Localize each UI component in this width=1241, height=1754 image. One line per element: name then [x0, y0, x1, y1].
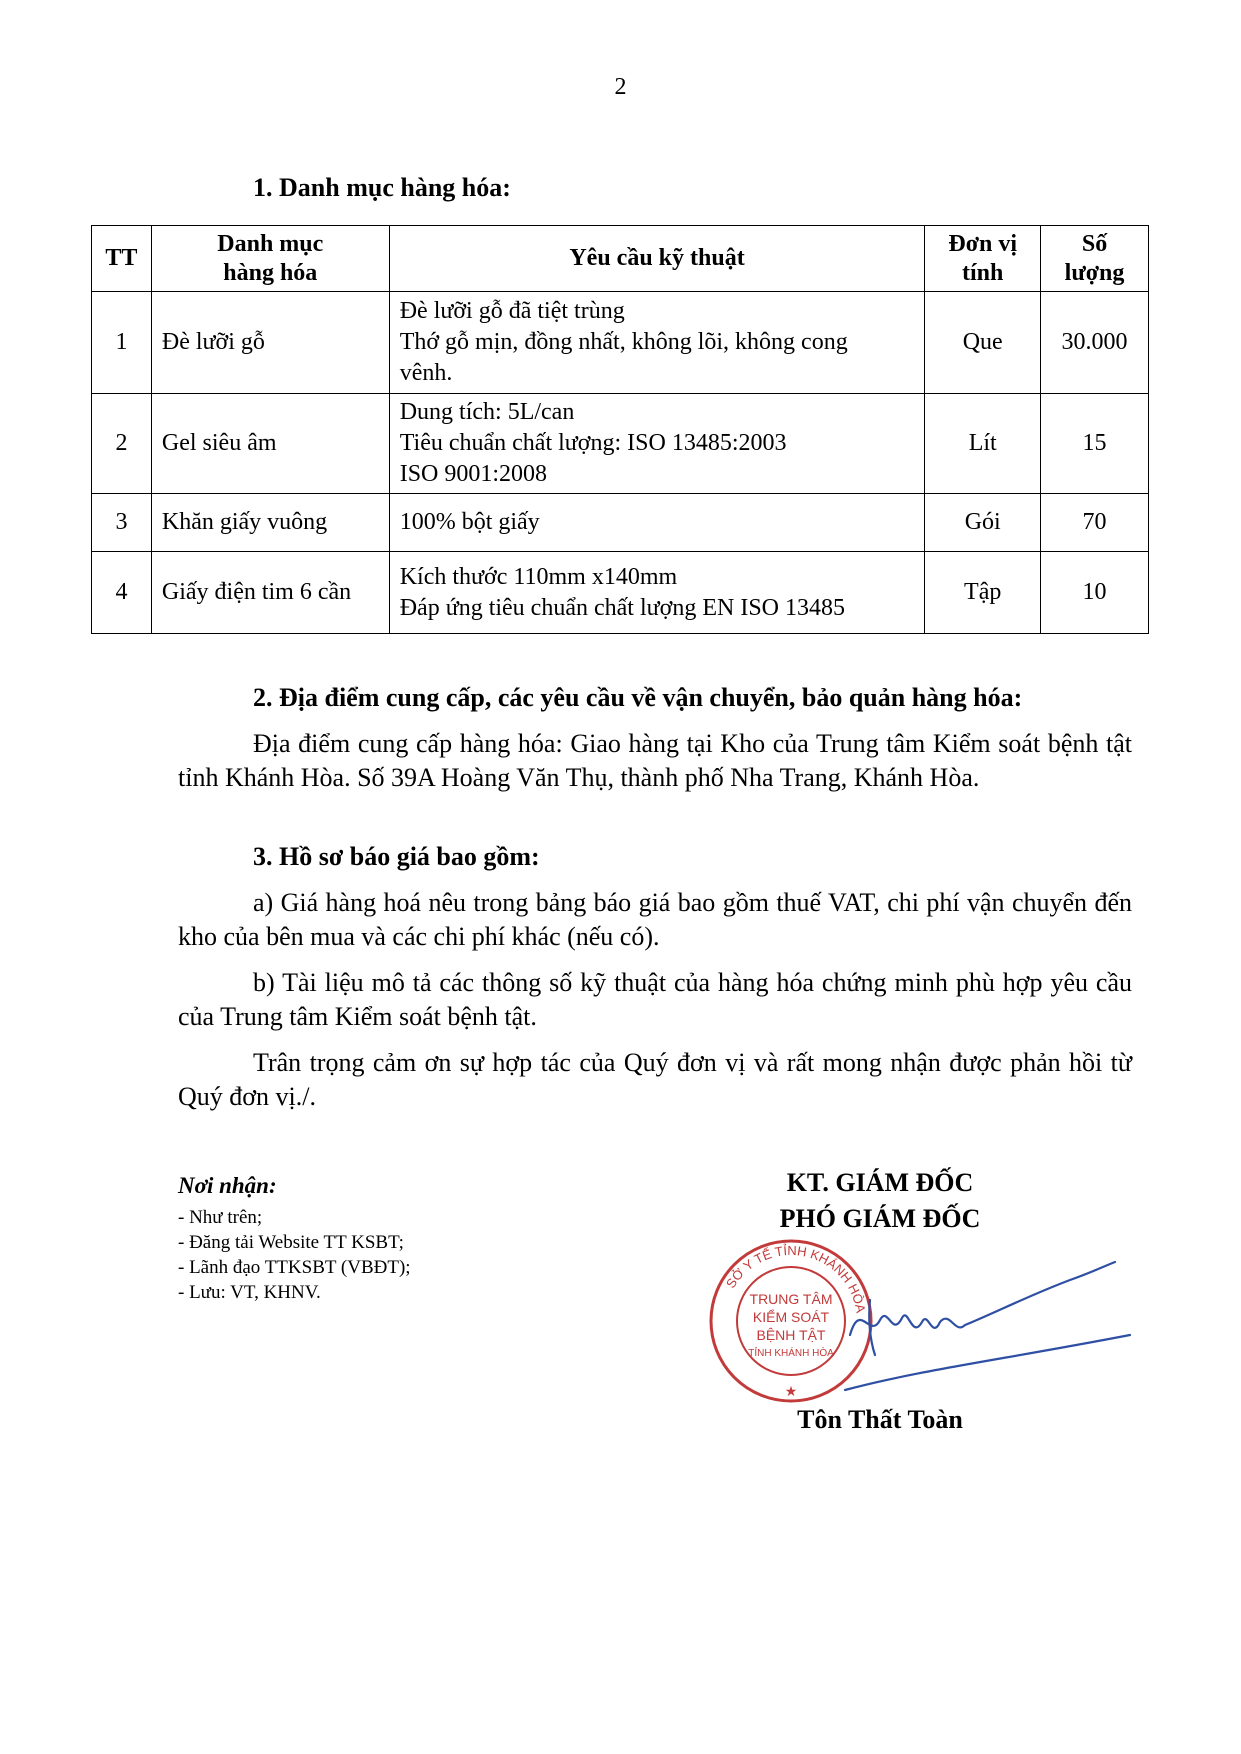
row-qty: 70	[1041, 494, 1149, 552]
row-unit: Que	[925, 292, 1041, 394]
row-qty: 30.000	[1041, 292, 1149, 394]
signer-name: Tôn Thất Toàn	[797, 1405, 963, 1434]
seal-star-icon: ★	[784, 1385, 798, 1400]
signature-title-block	[700, 1165, 1060, 1237]
section-2-title: 2. Địa điểm cung cấp, các yêu cầu về vận chuyển, bảo quản hàng hóa:	[253, 683, 1023, 712]
row-spec: Dung tích: 5L/can Tiêu chuẩn chất lượng: ISO 13485:2003 ISO 9001:2008	[389, 394, 925, 494]
closing-paragraph: Trân trọng cảm ơn sự hợp tác của Quý đơn vị và rất mong nhận được phản hồi từ Quý đơn vị./.	[178, 1048, 1132, 1111]
row-name: Khăn giấy vuông	[151, 494, 389, 552]
seal-line-1: TRUNG TÂM	[749, 1291, 833, 1307]
list-item: - Lãnh đạo TTKSBT (VBĐT);	[178, 1257, 411, 1278]
row-tt: 3	[92, 494, 152, 552]
row-unit: Tập	[925, 552, 1041, 634]
table-row	[92, 552, 1149, 634]
row-spec: 100% bột giấy	[389, 494, 925, 552]
signer-position-1: KT. GIÁM ĐỐC	[786, 1168, 974, 1197]
delivery-location-paragraph: Địa điểm cung cấp hàng hóa: Giao hàng tại Kho của Trung tâm Kiểm soát bệnh tật tỉnh Khánh Hòa. Số 39A Hoàng Văn Thụ, thành phố Nha Trang, Khánh Hòa.	[178, 729, 1132, 792]
list-item: - Như trên;	[178, 1207, 263, 1228]
goods-table	[91, 225, 1149, 634]
recipients-list	[178, 1205, 598, 1305]
table-header-row	[92, 226, 1149, 292]
signer-position-2: PHÓ GIÁM ĐỐC	[779, 1204, 981, 1233]
section-1-title: 1. Danh mục hàng hóa:	[253, 173, 511, 202]
row-tt: 4	[92, 552, 152, 634]
table-row	[92, 394, 1149, 494]
row-qty: 15	[1041, 394, 1149, 494]
seal-line-2: KIỂM SOÁT	[752, 1309, 830, 1325]
header-spec: Yêu cầu kỹ thuật	[389, 226, 925, 292]
handwritten-signature	[840, 1240, 1140, 1400]
seal-outer-text: SỞ Y TẾ TỈNH KHÁNH HÒA	[722, 1242, 869, 1315]
row-unit: Lít	[925, 394, 1041, 494]
list-item: - Đăng tải Website TT KSBT;	[178, 1232, 404, 1253]
row-unit: Gói	[925, 494, 1041, 552]
header-tt: TT	[92, 226, 152, 292]
row-spec: Kích thước 110mm x140mm Đáp ứng tiêu chuẩn chất lượng EN ISO 13485	[389, 552, 925, 634]
row-name: Giấy điện tim 6 cần	[151, 552, 389, 634]
row-qty: 10	[1041, 552, 1149, 634]
recipients-title: Nơi nhận:	[178, 1173, 277, 1198]
row-tt: 2	[92, 394, 152, 494]
quote-item-a: a) Giá hàng hoá nêu trong bảng báo giá bao gồm thuế VAT, chi phí vận chuyển đến kho của bên mua và các chi phí khác (nếu có).	[178, 888, 1132, 951]
list-item: - Lưu: VT, KHNV.	[178, 1282, 321, 1303]
quote-item-b: b) Tài liệu mô tả các thông số kỹ thuật của hàng hóa chứng minh phù hợp yêu cầu của Trung tâm Kiểm soát bệnh tật.	[178, 968, 1132, 1031]
recipients-block	[178, 1173, 598, 1305]
table-row	[92, 292, 1149, 394]
section-3-title: 3. Hồ sơ báo giá bao gồm:	[253, 842, 540, 871]
page-number: 2	[614, 74, 627, 100]
row-name: Đè lưỡi gỗ	[151, 292, 389, 394]
row-spec: Đè lưỡi gỗ đã tiệt trùng Thớ gỗ mịn, đồng nhất, không lõi, không cong vênh.	[389, 292, 925, 394]
seal-line-4: TỈNH KHÁNH HÒA	[748, 1348, 834, 1359]
row-name: Gel siêu âm	[151, 394, 389, 494]
header-unit: Đơn vị tính	[925, 226, 1041, 292]
seal-line-3: BỆNH TẬT	[756, 1327, 826, 1343]
row-tt: 1	[92, 292, 152, 394]
header-name: Danh mục hàng hóa	[151, 226, 389, 292]
header-qty: Số lượng	[1041, 226, 1149, 292]
table-row	[92, 494, 1149, 552]
